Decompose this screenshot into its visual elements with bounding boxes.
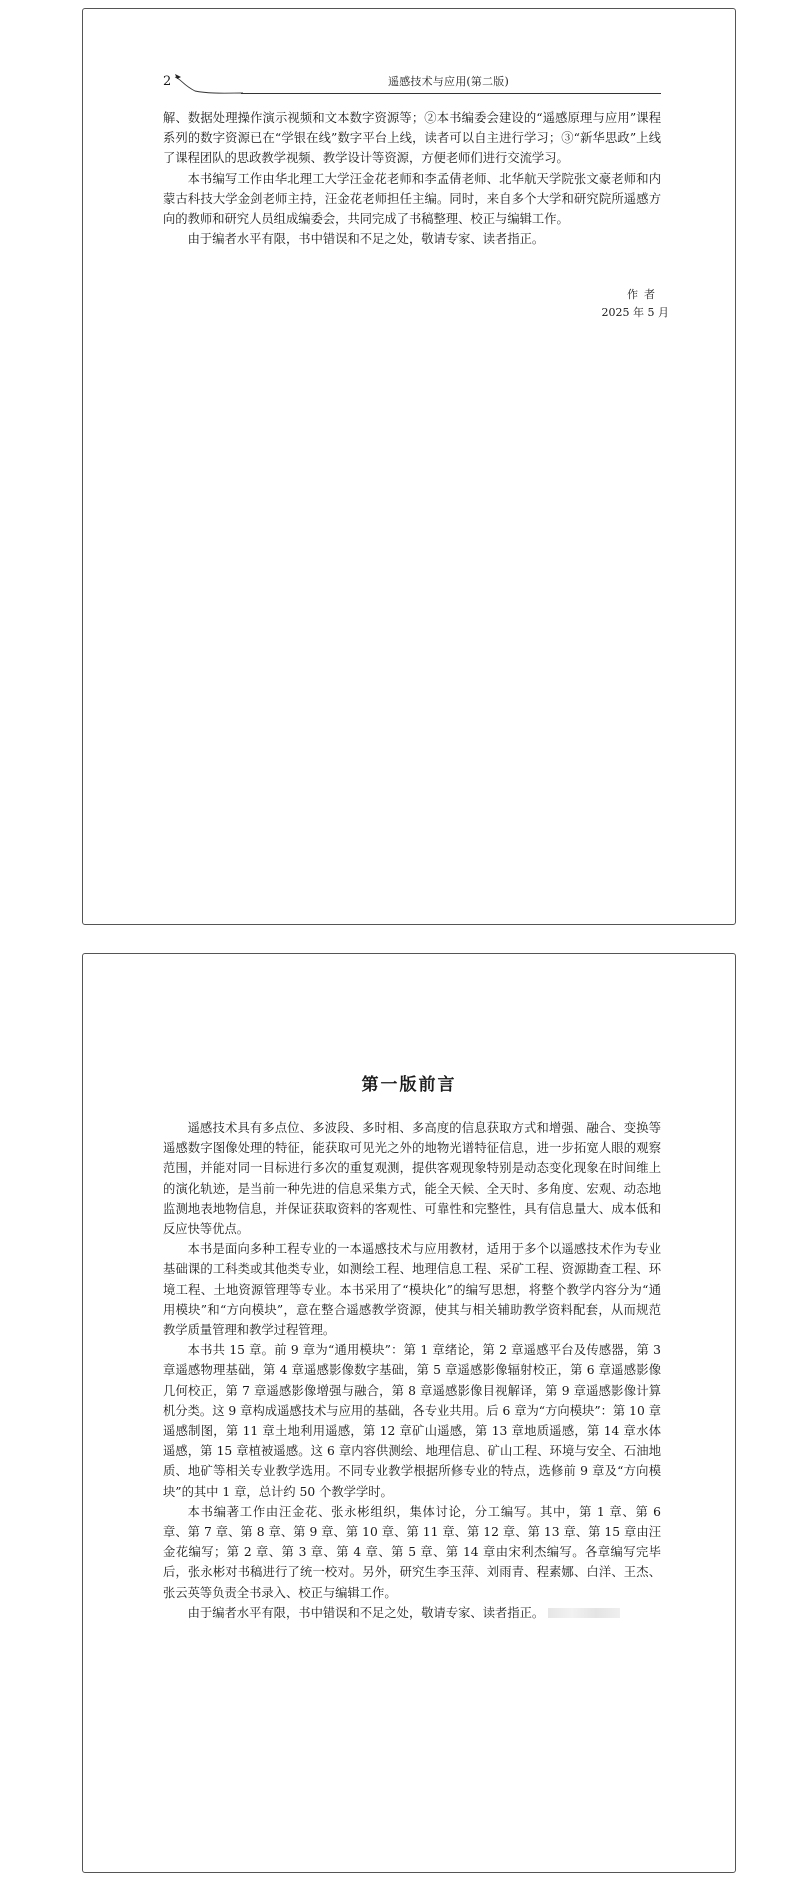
paragraph: 本书编著工作由汪金花、张永彬组织，集体讨论，分工编写。其中，第 1 章、第 6 章、第 7 章、第 8 章、第 9 章、第 10 章、第 11 章、第 12 章、第 13 章、第 15 章由汪金花编写；第 2 章、第 3 章、第 4 章、第 5 章、第 14 章由宋利杰编写。各章编写完毕后，张永彬对书稿进行了统一校对。另外，研究生李玉萍、刘雨青、程素娜、白洋、王杰、张云英等负责全书录入、校正与编辑工作。 [163,1504,661,1600]
page-title: 第一版前言 [361,1075,457,1095]
paragraph: 本书共 15 章。前 9 章为“通用模块”：第 1 章绪论，第 2 章遥感平台及传感器，第 3 章遥感物理基础，第 4 章遥感影像数字基础，第 5 章遥感影像辐射校正，第 6 章遥感影像几何校正，第 7 章遥感影像增强与融合，第 8 章遥感影像目视解译，第 9 章遥感影像计算机分类。这 9 章构成遥感技术与应用的基础，各专业共用。后 6 章为“方向模块”：第 10 章遥感制图，第 11 章土地利用遥感，第 12 章矿山遥感，第 13 章地质遥感，第 14 章水体遥感，第 15 章植被遥感。这 6 章内容供测绘、地理信息、矿山工程、环境与安全、石油地质、地矿等相关专业教学选用。不同专业教学根据所修专业的特点，选修前 9 章及“方向模块”的其中 1 章，总计约 50 个教学学时。 [163,1343,661,1499]
paragraph: 本书是面向多种工程专业的一本遥感技术与应用教材，适用于多个以遥感技术作为专业基础课的工科类或其他类专业，如测绘工程、地理信息工程、采矿工程、资源勘查工程、环境工程、土地资源管理等专业。本书采用了“模块化”的编写思想，将整个教学内容分为“通用模块”和“方向模块”，意在整合遥感教学资源，使其与相关辅助教学资料配套，从而规范教学质量管理和教学过程管理。 [163,1242,661,1338]
page2-body [163,1118,661,1623]
header-rule [241,93,661,94]
signature-date: 2025 年 5 月 [601,306,669,319]
paragraph: 本书编写工作由华北理工大学汪金花老师和李孟倩老师、北华航天学院张文豪老师和内蒙古科技大学金剑老师主持，汪金花老师担任主编。同时，来自多个大学和研究院所遥感方向的教师和研究人员组成编委会，共同完成了书稿整理、校正与编辑工作。 [163,171,661,227]
blurred-watermark [548,1608,620,1618]
document-page-2 [82,953,736,1873]
paragraph-last [163,1603,661,1623]
signature-author: 作者 [627,288,661,301]
page1-body [163,108,661,249]
paragraph: 遥感技术具有多点位、多波段、多时相、多高度的信息获取方式和增强、融合、变换等遥感数字图像处理的特征，能获取可见光之外的地物光谱特征信息，进一步拓宽人眼的观察范围，并能对同一目标进行多次的重复观测，提供客观现象特别是动态变化现象在时间维上的演化轨迹，是当前一种先进的信息采集方式，能全天候、全天时、多角度、宏观、动态地监测地表地物信息，并保证获取资料的客观性、可靠性和完整性，具有信息量大、成本低和反应快等优点。 [163,1121,661,1237]
paragraph: 解、数据处理操作演示视频和文本数字资源等；②本书编委会建设的“遥感原理与应用”课程系列的数字资源已在“学银在线”数字平台上线，读者可以自主进行学习；③“新华思政”上线了课程团队的思政教学视频、教学设计等资源，方便老师们进行交流学习。 [163,111,661,166]
header-title: 遥感技术与应用(第二版) [388,75,509,88]
header-swoosh-ornament [173,71,253,95]
document-page-1 [82,8,736,925]
paragraph: 由于编者水平有限，书中错误和不足之处，敬请专家、读者指正。 [187,232,545,247]
paragraph-text: 由于编者水平有限，书中错误和不足之处，敬请专家、读者指正。 [187,1605,545,1620]
running-header [163,75,661,95]
page-number: 2 [163,74,172,89]
